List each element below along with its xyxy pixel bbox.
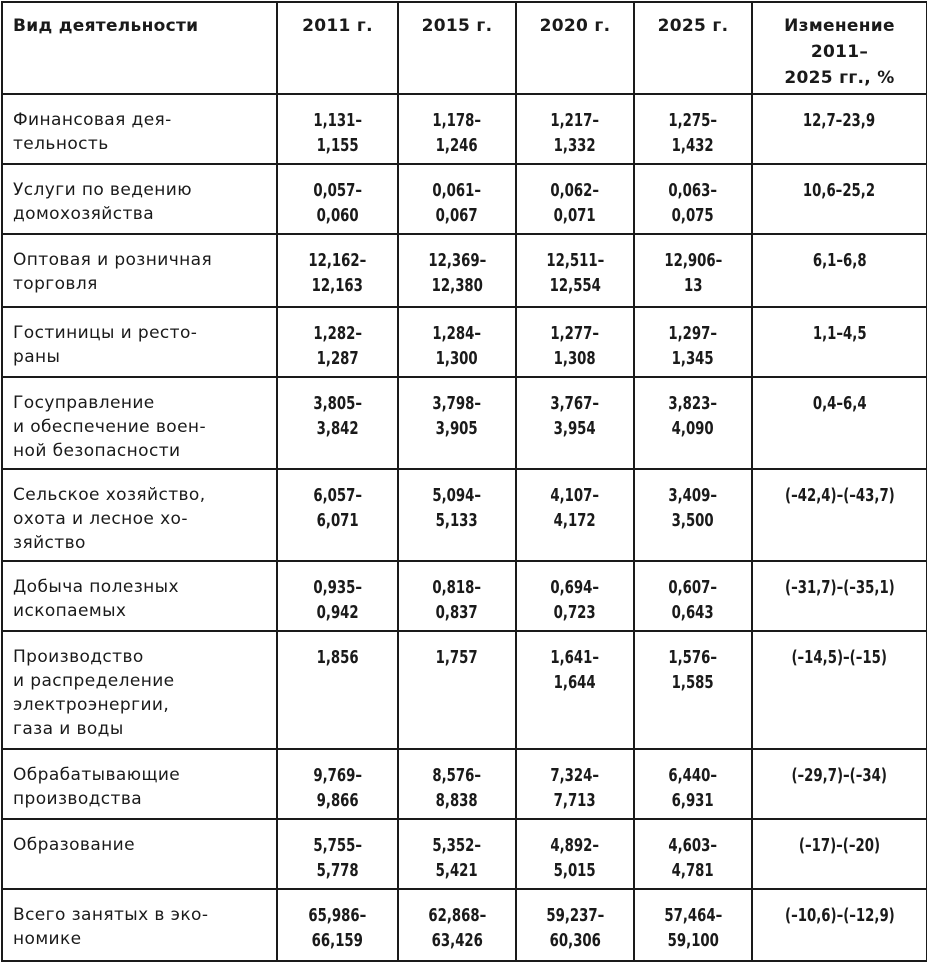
change-value: 1,1–4,5	[812, 323, 867, 344]
table-row	[2, 749, 927, 819]
employment-value: 4,892– 5,015	[550, 835, 600, 881]
employment-value: 4,107– 4,172	[550, 485, 600, 531]
table-row	[2, 234, 927, 307]
change-cell	[752, 469, 927, 561]
employment-value: 3,409– 3,500	[668, 485, 718, 531]
employment-value: 6,440– 6,931	[668, 765, 718, 811]
value-2015-cell	[398, 819, 516, 889]
employment-value: 1,284– 1,300	[432, 323, 482, 369]
value-2025-cell	[634, 469, 752, 561]
value-2020-cell	[516, 819, 634, 889]
change-cell	[752, 561, 927, 631]
employment-value: 4,603– 4,781	[668, 835, 718, 881]
value-2025-cell	[634, 889, 752, 961]
activity-cell: Образование	[2, 819, 277, 889]
value-2015-cell	[398, 631, 516, 749]
employment-value: 0,061– 0,067	[432, 180, 482, 226]
value-2011-cell	[277, 819, 398, 889]
employment-value: 9,769– 9,866	[313, 765, 362, 811]
value-2020-cell	[516, 469, 634, 561]
value-2020-cell	[516, 749, 634, 819]
value-2025-cell	[634, 307, 752, 377]
employment-value: 0,935– 0,942	[313, 577, 362, 623]
activity-cell: Финансовая дея- тельность	[2, 94, 277, 164]
table-row	[2, 164, 927, 234]
activity-cell: Госуправление и обеспечение воен- ной безопасности	[2, 377, 277, 469]
value-2020-cell	[516, 561, 634, 631]
employment-value: 0,818– 0,837	[432, 577, 482, 623]
change-value: 10,6–25,2	[803, 180, 876, 201]
header-2020: 2020 г.	[516, 2, 634, 94]
employment-value: 59,237– 60,306	[546, 905, 604, 951]
value-2025-cell	[634, 819, 752, 889]
value-2025-cell	[634, 561, 752, 631]
value-2020-cell	[516, 234, 634, 307]
employment-table	[1, 1, 927, 962]
value-2011-cell	[277, 94, 398, 164]
change-value: 12,7–23,9	[803, 110, 876, 131]
change-cell	[752, 819, 927, 889]
employment-value: 5,755– 5,778	[313, 835, 362, 881]
employment-value: 1,856	[316, 647, 359, 668]
change-value: (–14,5)–(–15)	[791, 647, 888, 668]
employment-value: 12,162– 12,163	[308, 250, 367, 296]
employment-value: 12,369– 12,380	[428, 250, 486, 296]
employment-value: 0,607– 0,643	[668, 577, 718, 623]
value-2020-cell	[516, 377, 634, 469]
value-2020-cell	[516, 889, 634, 961]
value-2011-cell	[277, 889, 398, 961]
employment-value: 8,576– 8,838	[432, 765, 482, 811]
change-cell	[752, 307, 927, 377]
change-cell	[752, 94, 927, 164]
employment-value: 0,057– 0,060	[313, 180, 362, 226]
header-change: Изменение 2011– 2025 гг., %	[752, 2, 927, 94]
employment-value: 12,906– 13	[664, 250, 722, 296]
employment-value: 1,757	[435, 647, 478, 668]
employment-value: 5,094– 5,133	[432, 485, 482, 531]
employment-value: 1,217– 1,332	[550, 110, 600, 156]
activity-cell: Оптовая и розничная торговля	[2, 234, 277, 307]
value-2025-cell	[634, 377, 752, 469]
value-2020-cell	[516, 631, 634, 749]
table-row	[2, 94, 927, 164]
employment-value: 3,805– 3,842	[313, 393, 362, 439]
value-2011-cell	[277, 561, 398, 631]
header-row	[2, 2, 927, 94]
value-2011-cell	[277, 234, 398, 307]
change-value: (–42,4)–(–43,7)	[784, 485, 895, 506]
value-2015-cell	[398, 889, 516, 961]
activity-cell: Гостиницы и ресто- раны	[2, 307, 277, 377]
employment-value: 3,823– 4,090	[668, 393, 718, 439]
table-row	[2, 377, 927, 469]
employment-value: 0,062– 0,071	[550, 180, 600, 226]
value-2025-cell	[634, 749, 752, 819]
employment-value: 1,641– 1,644	[550, 647, 600, 693]
employment-value: 0,063– 0,075	[668, 180, 718, 226]
value-2011-cell	[277, 749, 398, 819]
value-2020-cell	[516, 94, 634, 164]
value-2011-cell	[277, 164, 398, 234]
table-row	[2, 307, 927, 377]
value-2015-cell	[398, 561, 516, 631]
employment-value: 62,868– 63,426	[428, 905, 486, 951]
employment-value: 6,057– 6,071	[313, 485, 362, 531]
value-2025-cell	[634, 234, 752, 307]
header-activity: Вид деятельности	[2, 2, 277, 94]
activity-cell: Услуги по ведению домохозяйства	[2, 164, 277, 234]
value-2015-cell	[398, 94, 516, 164]
change-cell	[752, 377, 927, 469]
value-2020-cell	[516, 164, 634, 234]
table-row	[2, 561, 927, 631]
change-cell	[752, 164, 927, 234]
header-2015: 2015 г.	[398, 2, 516, 94]
activity-cell: Добыча полезных ископаемых	[2, 561, 277, 631]
value-2015-cell	[398, 307, 516, 377]
activity-cell: Сельское хозяйство, охота и лесное хо- зяйство	[2, 469, 277, 561]
employment-value: 7,324– 7,713	[550, 765, 600, 811]
employment-value: 3,798– 3,905	[432, 393, 482, 439]
employment-value: 1,297– 1,345	[668, 323, 718, 369]
activity-cell: Производство и распределение электроэнергии, газа и воды	[2, 631, 277, 749]
value-2015-cell	[398, 469, 516, 561]
employment-value: 65,986– 66,159	[308, 905, 367, 951]
change-value: (–31,7)–(–35,1)	[784, 577, 895, 598]
employment-value: 1,178– 1,246	[432, 110, 482, 156]
change-cell	[752, 889, 927, 961]
table-row	[2, 819, 927, 889]
employment-value: 1,277– 1,308	[550, 323, 600, 369]
change-value: (–10,6)–(–12,9)	[784, 905, 895, 926]
value-2015-cell	[398, 377, 516, 469]
change-cell	[752, 631, 927, 749]
activity-cell: Обрабатывающие производства	[2, 749, 277, 819]
value-2015-cell	[398, 234, 516, 307]
value-2011-cell	[277, 631, 398, 749]
change-cell	[752, 749, 927, 819]
employment-value: 5,352– 5,421	[432, 835, 482, 881]
value-2011-cell	[277, 307, 398, 377]
change-value: 0,4–6,4	[812, 393, 867, 414]
employment-value: 1,282– 1,287	[313, 323, 362, 369]
change-value: 6,1–6,8	[812, 250, 867, 271]
employment-value: 57,464– 59,100	[664, 905, 722, 951]
employment-value: 0,694– 0,723	[550, 577, 600, 623]
employment-value: 3,767– 3,954	[550, 393, 600, 439]
value-2025-cell	[634, 94, 752, 164]
change-cell	[752, 234, 927, 307]
value-2011-cell	[277, 377, 398, 469]
table-row	[2, 631, 927, 749]
value-2020-cell	[516, 307, 634, 377]
employment-value: 1,131– 1,155	[313, 110, 362, 156]
value-2025-cell	[634, 164, 752, 234]
value-2011-cell	[277, 469, 398, 561]
value-2015-cell	[398, 749, 516, 819]
employment-value: 1,275– 1,432	[668, 110, 718, 156]
table-row	[2, 469, 927, 561]
employment-value: 1,576– 1,585	[668, 647, 718, 693]
change-value: (–17)–(–20)	[798, 835, 881, 856]
value-2015-cell	[398, 164, 516, 234]
header-2025: 2025 г.	[634, 2, 752, 94]
header-2011: 2011 г.	[277, 2, 398, 94]
value-2025-cell	[634, 631, 752, 749]
employment-value: 12,511– 12,554	[546, 250, 604, 296]
table-row	[2, 889, 927, 961]
change-value: (–29,7)–(–34)	[791, 765, 888, 786]
activity-cell: Всего занятых в эко- номике	[2, 889, 277, 961]
